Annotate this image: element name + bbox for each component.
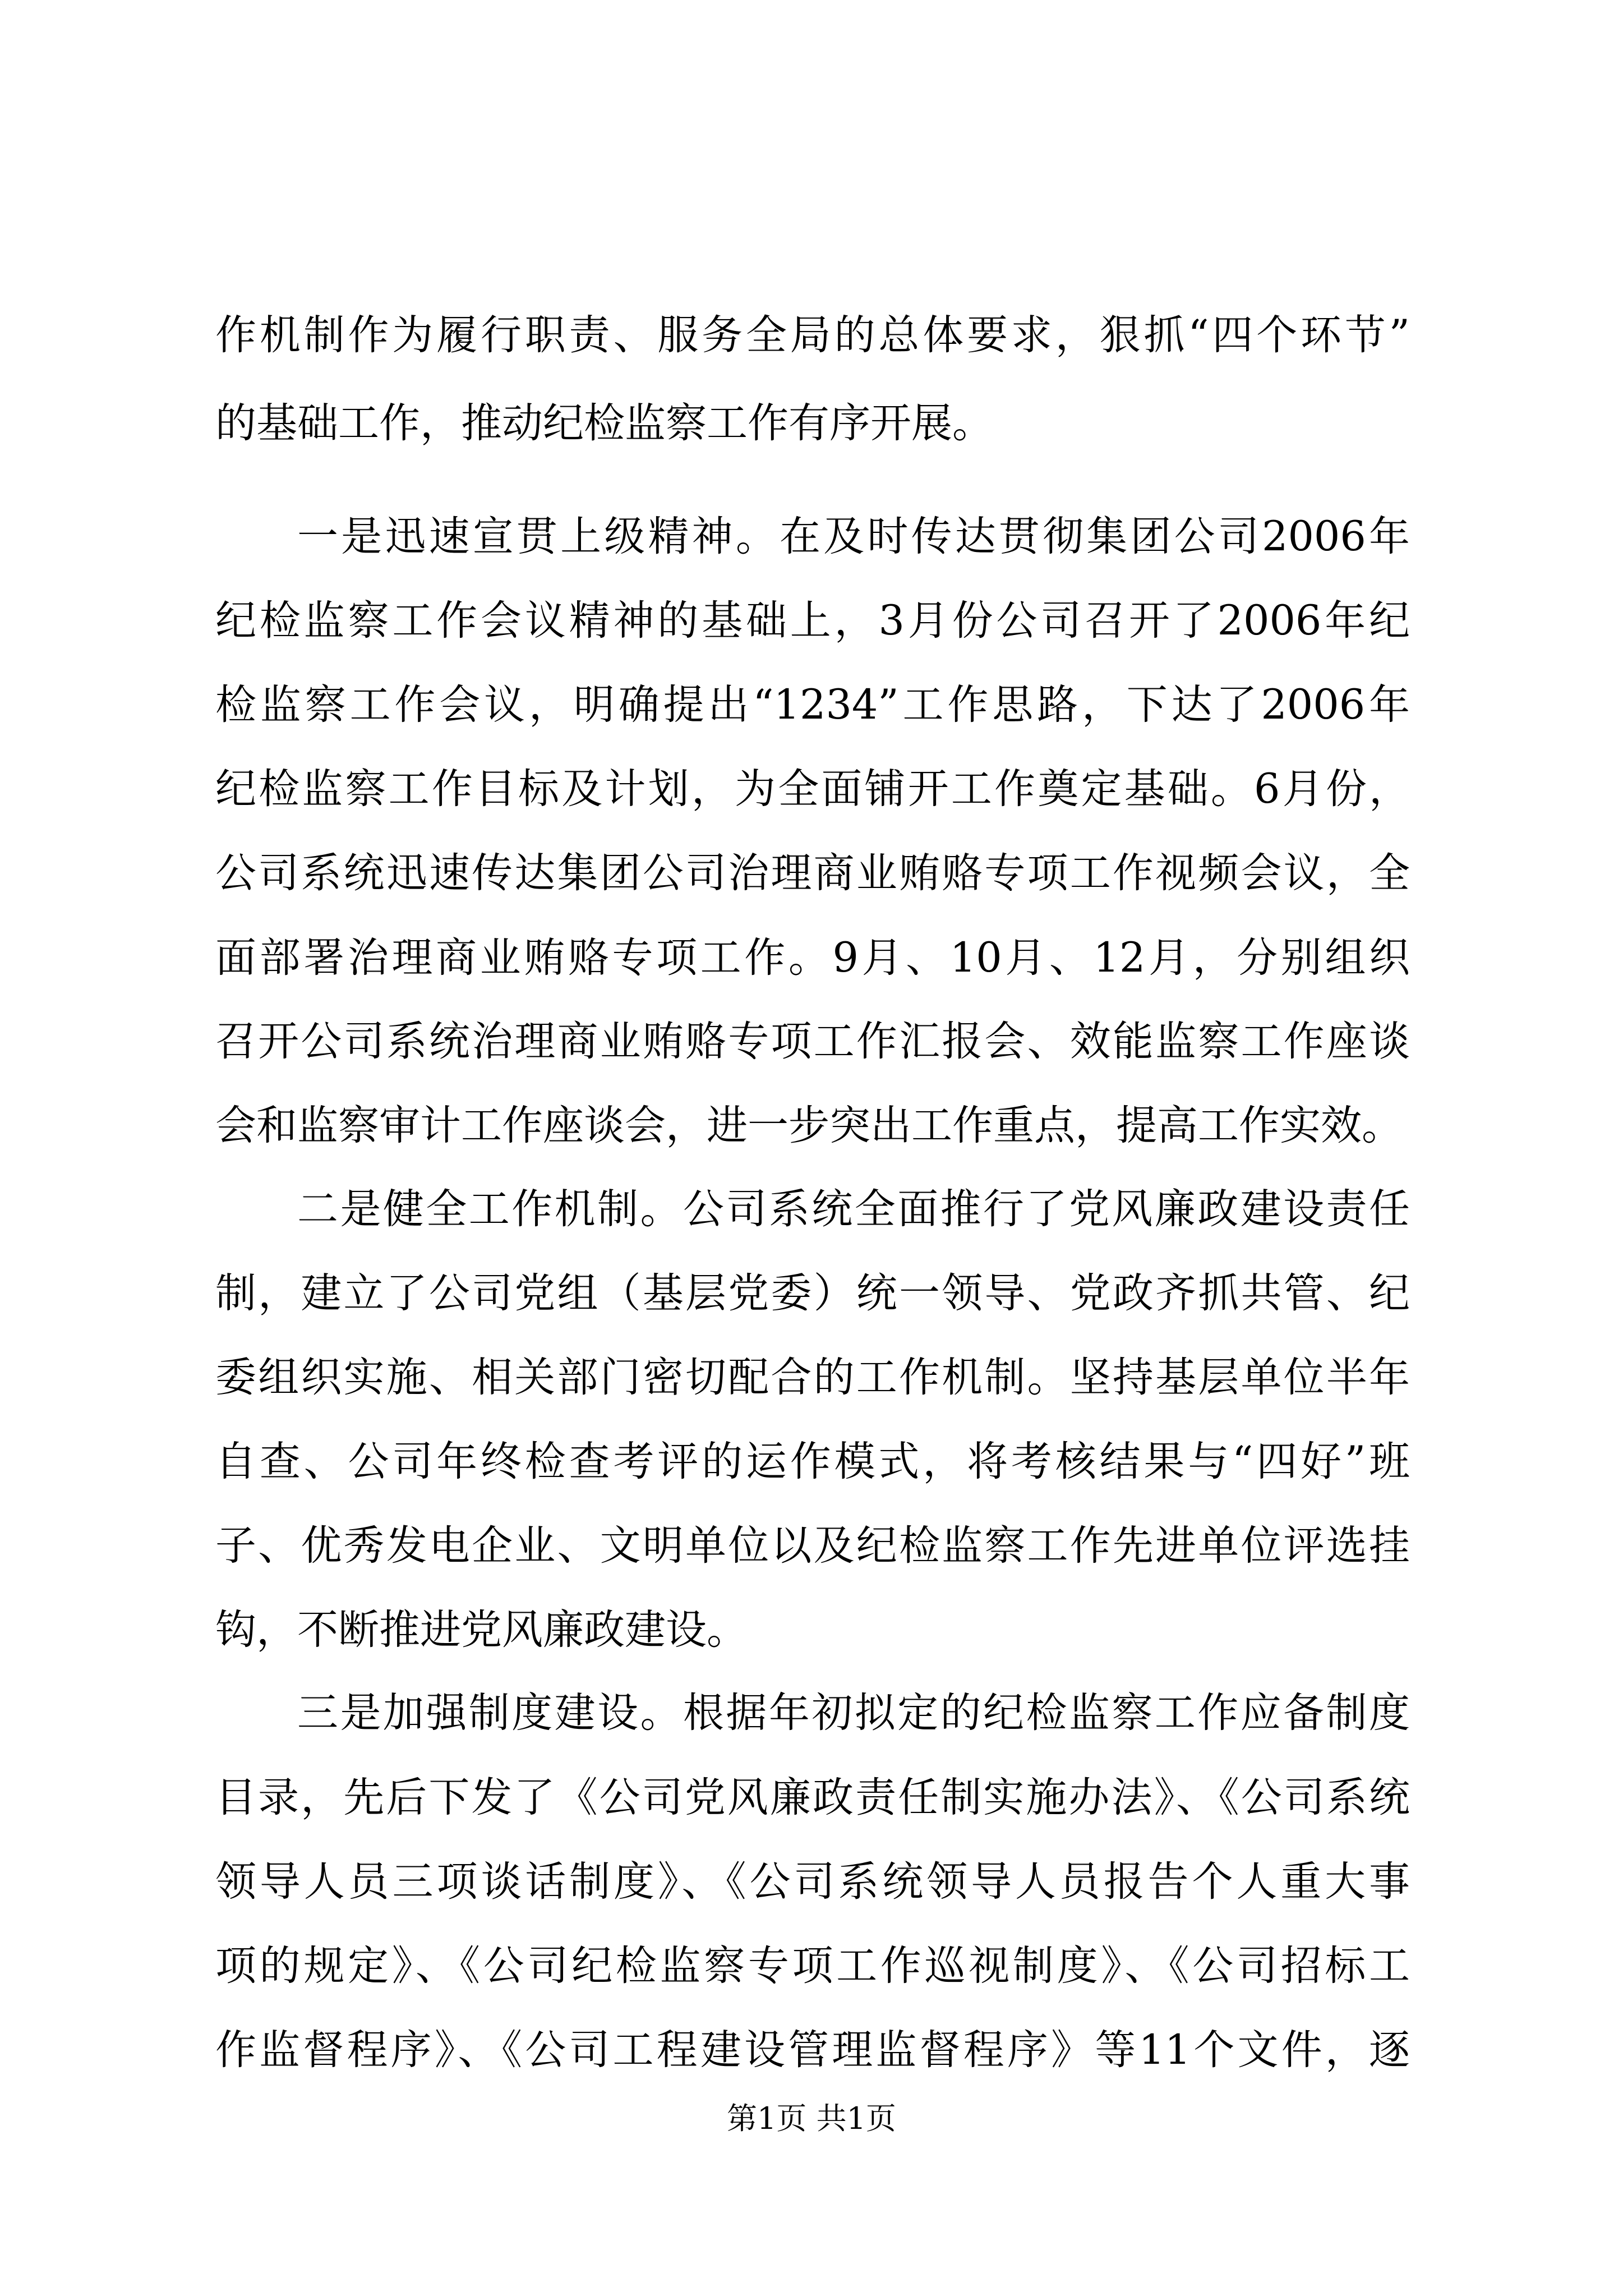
paragraph-first-line: 一是迅速宣贯上级精神。在及时传达贯彻集团公司2006年 bbox=[297, 513, 1410, 560]
paragraph-first-line: 三是加强制度建设。根据年初拟定的纪检监察工作应备制度 bbox=[297, 1689, 1410, 1737]
paragraph-first-line: 二是健全工作机制。公司系统全面推行了党风廉政建设责任 bbox=[297, 1185, 1410, 1233]
text-line: 项的规定》、《公司纪检监察专项工作巡视制度》、《公司招标工 bbox=[215, 1942, 1410, 1990]
text-line: 公司系统迅速传达集团公司治理商业贿赂专项工作视频会议，全 bbox=[215, 849, 1410, 897]
text-line: 子、优秀发电企业、文明单位以及纪检监察工作先进单位评选挂 bbox=[215, 1522, 1410, 1570]
text-line: 作监督程序》、《公司工程建设管理监督程序》等11个文件，逐 bbox=[215, 2026, 1410, 2074]
text-line: 领导人员三项谈话制度》、《公司系统领导人员报告个人重大事 bbox=[215, 1858, 1410, 1906]
text-line: 目录，先后下发了《公司党风廉政责任制实施办法》、《公司系统 bbox=[215, 1774, 1410, 1821]
text-line: 会和监察审计工作座谈会，进一步突出工作重点，提高工作实效。 bbox=[215, 1102, 1403, 1149]
text-line: 作机制作为履行职责、服务全局的总体要求，狠抓“四个环节” bbox=[215, 311, 1410, 359]
page-number-footer: 第1页 共1页 bbox=[727, 2101, 896, 2136]
text-line: 钩，不断推进党风廉政建设。 bbox=[215, 1606, 748, 1654]
text-line: 检监察工作会议，明确提出“1234”工作思路，下达了2006年 bbox=[215, 681, 1410, 729]
text-line: 面部署治理商业贿赂专项工作。9月、10月、12月，分别组织 bbox=[215, 934, 1410, 982]
text-line: 的基础工作，推动纪检监察工作有序开展。 bbox=[215, 399, 993, 447]
text-line: 制，建立了公司党组（基层党委）统一领导、党政齐抓共管、纪 bbox=[215, 1269, 1410, 1317]
text-line: 委组织实施、相关部门密切配合的工作机制。坚持基层单位半年 bbox=[215, 1354, 1410, 1401]
text-line: 纪检监察工作会议精神的基础上，3月份公司召开了2006年纪 bbox=[215, 597, 1410, 645]
text-line: 纪检监察工作目标及计划，为全面铺开工作奠定基础。6月份， bbox=[215, 765, 1410, 813]
text-line: 召开公司系统治理商业贿赂专项工作汇报会、效能监察工作座谈 bbox=[215, 1018, 1410, 1065]
text-line: 自查、公司年终检查考评的运作模式，将考核结果与“四好”班 bbox=[215, 1438, 1410, 1485]
